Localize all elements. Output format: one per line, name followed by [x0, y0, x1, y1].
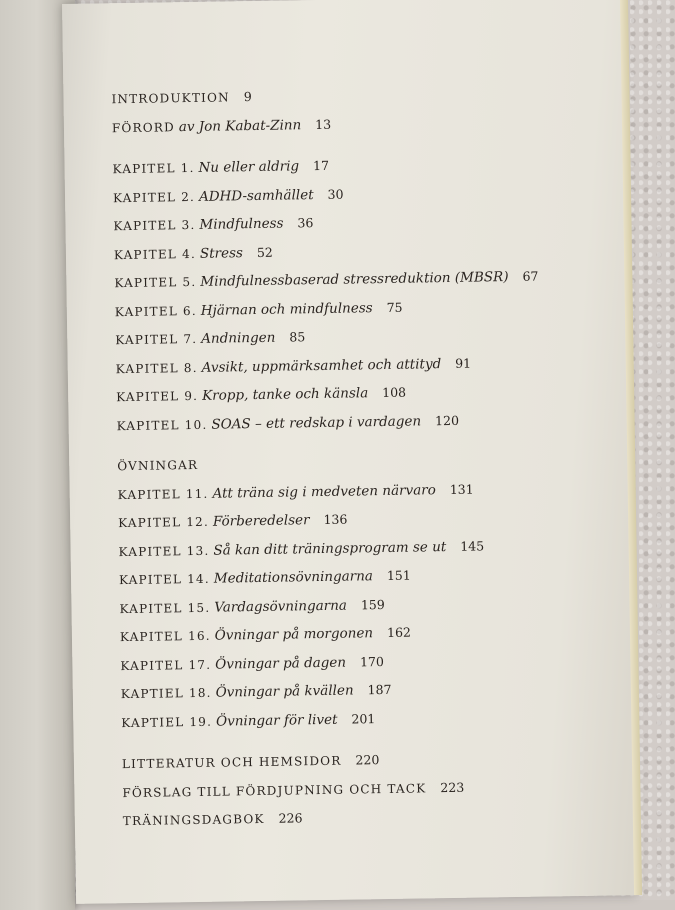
entry-page: 67: [522, 268, 539, 284]
entry-title: Avsikt, uppmärksamhet och attityd: [201, 355, 442, 376]
entry-page: 170: [359, 653, 384, 669]
entry-page: 36: [297, 215, 314, 231]
entry-label: KAPITEL 1.: [112, 160, 195, 177]
entry-title: Att träna sig i medveten närvaro: [212, 481, 436, 502]
section-heading: ÖVNINGAR: [117, 457, 199, 474]
entry-page: 201: [351, 710, 376, 727]
entry-title: Mindfulnessbaserad stressreduktion (MBSR): [200, 269, 509, 290]
entry-title: av Jon Kabat-Zinn: [178, 116, 302, 135]
entry-page: 223: [440, 779, 465, 795]
entry-page: 9: [243, 89, 252, 105]
entry-page: 75: [386, 299, 403, 315]
entry-label: FÖRSLAG TILL FÖRDJUPNING OCH TACK: [122, 780, 427, 800]
entry-label: KAPITEL 15.: [119, 600, 211, 616]
entry-title: Övningar på kvällen: [215, 682, 354, 701]
entry-label: KAPITEL 9.: [116, 388, 199, 405]
entry-page: 220: [355, 752, 380, 768]
entry-label: KAPITEL 6.: [114, 303, 197, 319]
entry-label: KAPITEL 12.: [118, 514, 210, 531]
entry-label: KAPITEL 3.: [113, 217, 196, 234]
book-page: [62, 0, 636, 904]
entry-label: FÖRORD: [111, 119, 175, 135]
entry-title: Hjärnan och mindfulness: [200, 299, 373, 319]
entry-page: 159: [360, 596, 385, 612]
entry-label: INTRODUKTION: [111, 90, 230, 107]
entry-label: KAPITEL 16.: [119, 628, 211, 645]
entry-label: TRÄNINGSDAGBOK: [122, 811, 265, 829]
entry-label: KAPITEL 17.: [120, 657, 212, 673]
entry-title: Meditationsövningarna: [213, 568, 374, 587]
entry-label: KAPITEL 4.: [113, 246, 197, 262]
entry-title: Andningen: [201, 329, 276, 347]
entry-title: Övningar för livet: [215, 711, 338, 730]
entry-title: Kropp, tanke och känsla: [202, 385, 369, 404]
entry-title: Övningar på dagen: [215, 654, 347, 673]
entry-title: Nu eller aldrig: [198, 158, 300, 176]
entry-title: SOAS – ett redskap i vardagen: [211, 412, 422, 433]
entry-label: KAPITEL 5.: [114, 274, 197, 291]
entry-label: KAPITEL 14.: [118, 571, 210, 588]
toc-entry: [123, 800, 603, 836]
entry-label: KAPITEL 11.: [117, 486, 209, 502]
entry-title: Stress: [199, 244, 244, 262]
entry-label: KAPITEL 8.: [115, 360, 198, 376]
entry-page: 13: [315, 116, 332, 132]
entry-page: 151: [386, 567, 411, 583]
entry-page: 30: [327, 186, 344, 202]
entry-page: 136: [323, 511, 348, 527]
entry-title: Övningar på morgonen: [214, 625, 374, 644]
table-of-contents: [111, 78, 603, 836]
entry-page: 17: [312, 157, 330, 174]
entry-page: 85: [289, 329, 306, 345]
entry-title: Mindfulness: [199, 215, 284, 233]
entry-page: 91: [455, 355, 472, 371]
entry-page: 120: [434, 412, 460, 428]
entry-label: KAPTIEL 19.: [121, 714, 213, 730]
entry-page: 131: [449, 481, 474, 497]
entry-page: 52: [256, 244, 273, 260]
entry-title: Vardagsövningarna: [214, 597, 348, 616]
entry-title: Så kan ditt träningsprogram se ut: [213, 538, 447, 559]
entry-page: 187: [367, 681, 392, 698]
entry-title: Förberedelser: [212, 512, 310, 530]
entry-label: KAPITEL 10.: [116, 417, 208, 433]
entry-label: KAPITEL 7.: [115, 331, 198, 348]
entry-page: 145: [460, 537, 485, 554]
entry-label: KAPITEL 13.: [118, 543, 210, 559]
entry-page: 108: [382, 384, 407, 401]
entry-page: 226: [278, 810, 303, 826]
entry-label: LITTERATUR OCH HEMSIDOR: [121, 753, 342, 772]
entry-title: ADHD-samhället: [198, 186, 314, 205]
entry-label: KAPTIEL 18.: [120, 685, 212, 702]
entry-page: 162: [386, 624, 412, 640]
entry-label: KAPITEL 2.: [112, 189, 196, 205]
